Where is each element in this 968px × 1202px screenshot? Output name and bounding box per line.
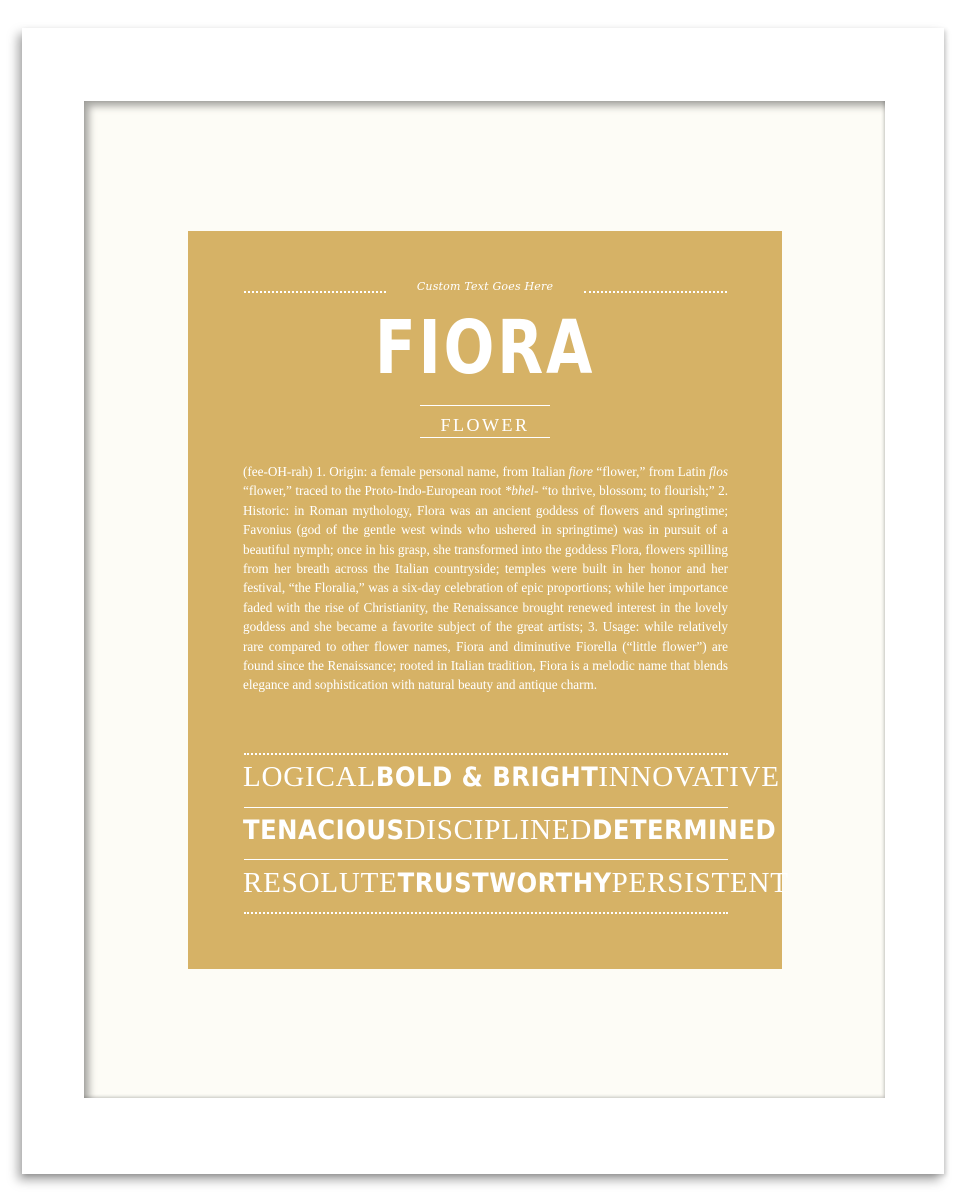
name-title: FIORA [374, 305, 596, 391]
trait: RESOLUTE [243, 867, 398, 899]
trait: DETERMINED [592, 815, 777, 846]
name-print [188, 231, 789, 969]
trait-row-3 [243, 867, 789, 900]
definition-text-4: “to thrive, blossom; to flourish;” 2. Historic: in Roman mythology, Flora was an ancient goddess of flowers and springtime; Favonius (god of the gentle west winds who ushered in springtime) was in pursuit of a beautiful nymph; once in his grasp, she transformed into the goddess Flora, flowers spilling from her breath across the Italian countryside; temples were built in her honor and her festival, “the Floralia,” was a six-day celebration of epic proportions; while her importance faded with the rise of Christianity, the Renaissance brought renewed interest in the lovely goddess and she became a favorite subject of the great artists; 3. Usage: while relatively rare compared to other flower names, Fiora and diminutive Fiorella (“little flower”) are found since the Renaissance; rooted in Italian tradition, Fiora is a melodic name that blends elegance and sophistication with natural beauty and antique charm. [243, 483, 728, 693]
definition-word-bhel: *bhel- [504, 483, 539, 499]
definition-word-flos: flos [708, 464, 729, 479]
name-meaning: FLOWER [440, 415, 530, 435]
definition-text-1: (fee-OH-rah) 1. Origin: a female personal name, from Italian [243, 464, 569, 479]
definition-word-fiore: fiore [568, 464, 594, 479]
trait: LOGICAL [243, 761, 376, 793]
trait: DISCIPLINED [404, 814, 593, 846]
custom-text: Custom Text Goes Here [416, 280, 554, 293]
trait: INNOVATIVE [598, 761, 780, 793]
trait-rule-1 [244, 807, 728, 808]
trait-row-1 [243, 761, 780, 794]
definition-text-3: “flower,” traced to the Proto-Indo-European root [243, 483, 505, 499]
mat-board [84, 101, 885, 1098]
dotted-divider-traits-top [244, 753, 728, 755]
trait: TRUSTWORTHY [397, 868, 612, 899]
trait: TENACIOUS [243, 815, 405, 846]
picture-frame [22, 28, 944, 1174]
trait: BOLD & BRIGHT [375, 762, 599, 793]
dotted-divider-top-right [584, 291, 727, 293]
name-definition [243, 462, 728, 695]
trait-rule-2 [244, 859, 728, 860]
trait: PERSISTENT [611, 867, 789, 899]
definition-text-2: “flower,” from Latin [593, 464, 709, 479]
trait-row-2 [243, 814, 777, 847]
meaning-rule-bottom [420, 437, 550, 438]
meaning-rule-top [420, 405, 550, 406]
dotted-divider-traits-bottom [244, 912, 728, 914]
